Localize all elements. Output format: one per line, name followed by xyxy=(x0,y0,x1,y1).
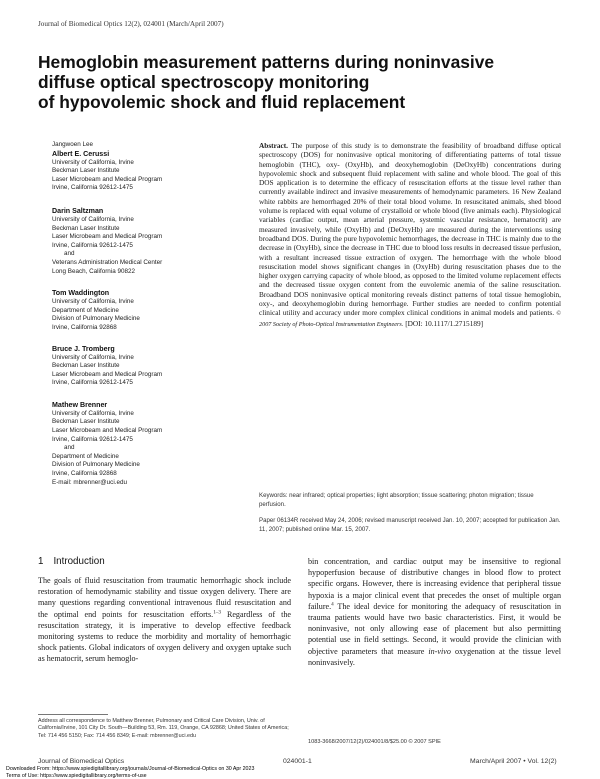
download-line[interactable]: Downloaded From: https://www.spiedigitallibrary.org/journals/Journal-of-Biomedical-Optics on 30 Apr 2023 xyxy=(6,766,254,773)
author-block xyxy=(52,141,242,150)
affiliation-line: Irvine, California 92868 xyxy=(52,324,242,333)
affiliation-line: and xyxy=(52,444,242,453)
abstract xyxy=(259,141,561,329)
title-line: of hypovolemic shock and fluid replacement xyxy=(38,92,558,112)
download-notice xyxy=(6,766,254,779)
doi[interactable]: [DOI: 10.1117/1.2715189] xyxy=(405,319,483,328)
affiliation-line: Long Beach, California 90822 xyxy=(52,268,242,277)
affiliation-line: Veterans Administration Medical Center xyxy=(52,259,242,268)
affiliation-line: Irvine, California 92868 xyxy=(52,470,242,479)
title-line: diffuse optical spectroscopy monitoring xyxy=(38,72,558,92)
intro-right-column xyxy=(308,556,561,668)
author-list xyxy=(52,141,242,499)
affiliation-line: Division of Pulmonary Medicine xyxy=(52,461,242,470)
author-name: Mathew Brenner xyxy=(52,401,242,410)
citation-ref[interactable]: 1–3 xyxy=(213,609,221,615)
intro-text: The goals of fluid resuscitation from traumatic hemorrhagic shock include restoration of hemodynamic stability and tissue oxygen delivery. There are many questions regarding conventional intravenous fluid resuscitation and the optimal end points for resuscitation efforts. xyxy=(38,576,291,619)
affiliation-line: University of California, Irvine xyxy=(52,298,242,307)
title-line: Hemoglobin measurement patterns during noninvasive xyxy=(38,52,558,72)
section-heading xyxy=(38,556,105,567)
affiliation-line: Division of Pulmonary Medicine xyxy=(52,315,242,324)
affiliation-line: Beckman Laser Institute xyxy=(52,362,242,371)
abstract-text: The purpose of this study is to demonstrate the feasibility of broadband diffuse optical spectroscopy (DOS) for noninvasive optical monitoring of differentiating patterns of total tissue hemoglobin (THC), oxy- (OxyHb), and deoxyhemoglobin (DeOxyHb) concentrations during hypovolemic shock and subsequent fluid replacement with saline and whole blood. The goal of this DOS application is to determine the efficacy of resuscitation efforts at the tissue level rather than currently available indirect and invasive measurements of hemodynamic parameters. 16 New Zealand white rabbits are hemorrhaged 20% of their total blood volume. In resuscitated animals, shed blood volume is replaced with equal volume of crystalloid or whole blood (five animals each). Physiological variables (cardiac output, mean arterial pressure, systemic vascular resistance, hematocrit) are measured invasively, while (OxyHb) and (DeOxyHb) are measured during the interventions using broadband DOS. During the pure hypovolemic hemorrhages, the decrease in THC is mainly due to the decrease in (OxyHb), since the decrease in THC due to blood loss results in decreased tissue perfusion, with a resultant increased tissue extraction of oxygen. The hemorrhage with the whole blood resuscitation model shows significant changes in (OxyHb) during resuscitation phases due to the higher oxygen carrying capacity of whole blood, as opposed to the limited volume replacement effects and the decreased tissue oxygen content from the euvolemic anemia of the saline resuscitation. Broadband DOS noninvasive optical monitoring reveals distinct patterns of total tissue hemoglobin, oxy-, and deoxyhemoglobin during hemorrhage. Further studies are needed to confirm potential clinical utility and accuracy under more complex clinical conditions in animal models and patients. xyxy=(259,141,561,317)
section-title: Introduction xyxy=(53,556,104,567)
citation-ref[interactable]: 4 xyxy=(331,601,334,607)
footer-page: 024001-1 xyxy=(283,758,312,765)
intro-text: Regardless of the resuscitation strategy, it is imperative to develop effective feedback monitoring systems to reduce the morbidity and mortality of hemorrhagic shock patients. Global indicators of oxygen delivery and oxygen uptake such as hematocrit, serum hemoglo- xyxy=(38,610,291,664)
affiliation-line: Department of Medicine xyxy=(52,307,242,316)
intro-left-column xyxy=(38,575,291,665)
affiliation-line: and xyxy=(52,250,242,259)
author-block xyxy=(52,401,242,487)
affiliation-line: Beckman Laser Institute xyxy=(52,167,242,176)
author-name: Albert E. Cerussi xyxy=(52,150,242,159)
affiliation-line: Department of Medicine xyxy=(52,453,242,462)
author-name: Bruce J. Tromberg xyxy=(52,345,242,354)
affiliation-line: University of California, Irvine xyxy=(52,216,242,225)
author-name: Tom Waddington xyxy=(52,289,242,298)
affiliation-line: Irvine, California 92612-1475 xyxy=(52,379,242,388)
affiliation-line: University of California, Irvine xyxy=(52,159,242,168)
affiliation-line: University of California, Irvine xyxy=(52,354,242,363)
section-number: 1 xyxy=(38,556,43,567)
affiliation-line: Irvine, California 92612-1475 xyxy=(52,436,242,445)
issn-line: 1083-3668/2007/12(2)/024001/8/$25.00 © 2007 SPIE xyxy=(308,739,441,745)
affiliation-line: Laser Microbeam and Medical Program xyxy=(52,176,242,185)
publication-history: Paper 06134R received May 24, 2006; revised manuscript received Jan. 10, 2007; accepted for publication Jan. 11, 2007; published online Mar. 15, 2007. xyxy=(259,517,561,534)
intro-text: The ideal device for monitoring the adequacy of resuscitation in trauma patients would have two basic characteristics. First, it would be noninvasive, not only allowing ease of placement but also permitting potential use in field settings. Second, it would provide the clinician with objective parameters that measure xyxy=(308,602,561,656)
affiliation-line: University of California, Irvine xyxy=(52,410,242,419)
terms-line[interactable]: Terms of Use: https://www.spiedigitallibrary.org/terms-of-use xyxy=(6,773,254,779)
footer-issue: March/April 2007 • Vol. 12(2) xyxy=(470,758,557,765)
intro-text: oxygenation at the tissue level noninvasively. xyxy=(308,647,561,667)
keywords: Keywords: near infrared; optical properties; light absorption; tissue scattering; photon migration; tissue perfusion. xyxy=(259,492,561,509)
footnote-rule xyxy=(38,714,108,715)
author-block xyxy=(52,150,242,193)
affiliation-line: Laser Microbeam and Medical Program xyxy=(52,371,242,380)
author-block xyxy=(52,207,242,276)
author-block xyxy=(52,345,242,388)
affiliation-line: Irvine, California 92612-1475 xyxy=(52,184,242,193)
affiliation-line: Beckman Laser Institute xyxy=(52,225,242,234)
copyright-notice: © 2007 Society of Photo-Optical Instrumentation Engineers. xyxy=(259,310,561,327)
intro-text: bin concentration, and cardiac output may be insensitive to regional hypoperfusion because of distributive changes in blood flow to protect specific organs. However, there is increasing evidence that peripheral tissue hypoxia is a major clinical event that precedes the onset of multiple organ failure. xyxy=(308,557,561,611)
footer-journal: Journal of Biomedical Optics xyxy=(38,758,124,765)
author-block xyxy=(52,289,242,332)
footnote: Address all correspondence to Matthew Brenner, Pulmonary and Critical Care Division, Univ. of California/Irvine, 101 City Dr. South—Building 53, Rm. 119, Orange, CA 92868; United States of America; Tel: 714 456 5150; Fax: 714 456 8349; E-mail: mbrenner@uci.edu xyxy=(38,718,296,740)
affiliation-line: Irvine, California 92612-1475 xyxy=(52,242,242,251)
affiliation-line: Beckman Laser Institute xyxy=(52,418,242,427)
author-email[interactable]: E-mail: mbrenner@uci.edu xyxy=(52,479,242,488)
intro-italic: in-vivo xyxy=(428,647,450,656)
author-name: Jangwoen Lee xyxy=(52,141,242,150)
paper-title xyxy=(38,52,558,112)
affiliation-line: Laser Microbeam and Medical Program xyxy=(52,233,242,242)
journal-header: Journal of Biomedical Optics 12(2), 024001 (March/April 2007) xyxy=(38,20,224,28)
author-name: Darin Saltzman xyxy=(52,207,242,216)
affiliation-line: Laser Microbeam and Medical Program xyxy=(52,427,242,436)
abstract-label: Abstract. xyxy=(259,141,288,150)
